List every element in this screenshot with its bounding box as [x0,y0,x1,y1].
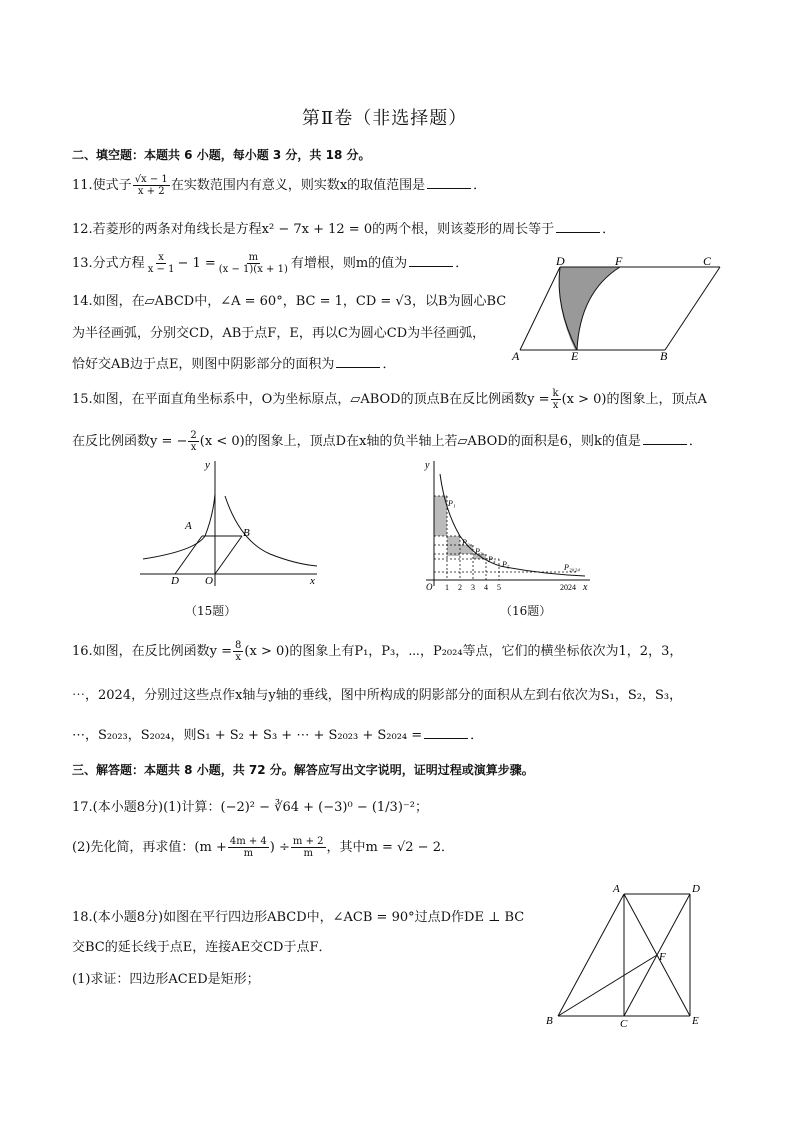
fig16-tick-3: 3 [471,583,475,591]
section2-header: 二、填空题：本题共 6 小题，每小题 3 分，共 18 分。 [72,148,371,162]
q11-prefix: 11.使式子 [72,178,132,193]
fig15-label-a: A [185,520,192,532]
fig16-label-p3: P₃ [475,547,483,556]
question-12 [72,218,615,237]
fig16-s1 [434,496,447,536]
fig16-tick-2024: 2024 [560,583,576,591]
fig16-tick-1: 1 [445,583,449,591]
question-15-line1 [72,388,707,411]
q16-line1-b: (x > 0)的图象上有P₁，P₃，⋯，P₂₀₂₄等点，它们的横坐标依次为1，2，3， [244,644,683,659]
q17-frac1-num: 4m + 4 [229,836,267,847]
q17-fraction-2 [291,836,326,859]
q17-fraction-1 [228,836,269,859]
q11-answer-blank[interactable] [427,178,471,189]
fig15-curve-right [225,496,317,566]
figure-18 [540,880,710,1030]
fig14-shaded-region [559,267,620,350]
q13-fraction-2 [217,252,290,275]
q12-text: 12.若菱形的两条对角线长是方程x² − 7x + 12 = 0的两个根，则该菱形的周长等于 [72,222,555,237]
q11-suffix: 在实数范围内有意义，则实数x的取值范围是 [170,178,426,193]
q15-line1-a: 15.如图，在平面直角坐标系中，O为坐标原点，▱ABOD的顶点B在反比例函数y = [72,392,550,407]
q16-fraction [233,640,243,663]
q16-frac-den: x [235,652,242,663]
fig18-label-c: C [620,1018,628,1030]
q13-frac1-den: x − 1 [147,264,175,275]
q17-line2-a: (2)先化简，再求值：(m + [72,840,227,855]
q15-line2-b: (x < 0)的图象上，顶点D在x轴的负半轴上若▱ABOD的面积是6，则k的值是 [199,434,641,449]
q14-period: ． [382,357,396,372]
q14-line3-text: 恰好交AB边于点E，则图中阴影部分的面积为 [72,357,335,372]
fig15-label-d: D [171,575,179,587]
question-17-line2 [72,836,454,859]
q15-period: ． [688,434,702,449]
question-18-line1: 18.(本小题8分)如图在平行四边形ABCD中，∠ACB = 90°过点D作DE ⊥ BC [72,910,525,925]
q13-frac1-num: x [158,252,164,263]
question-11 [72,174,486,197]
q13-mid: − 1 = [177,256,216,271]
fig15-side-bo [215,536,242,574]
q15-fraction-1 [551,388,561,411]
q15-line1-b: (x > 0)的图象上，顶点A [561,392,707,407]
fig16-label-p5: P₅ [502,560,510,569]
q13-frac2-den: (x − 1)(x + 1) [218,264,288,275]
fig16-label-p2: P₂ [462,538,470,547]
q13-fraction-1 [146,252,177,275]
figure-14 [505,252,730,367]
question-13 [72,252,468,275]
fig16-label-x: x [583,582,588,591]
fig16-label-p1: P₁ [448,499,456,508]
fig16-tick-4: 4 [484,583,488,591]
fig16-tick-2: 2 [458,583,462,591]
q16-line1-a: 16.如图，在反比例函数y = [72,644,233,659]
fig18-label-a: A [613,883,620,895]
q11-period: ． [473,178,487,193]
question-16-line2: ⋯，2024，分别过这些点作x轴与y轴的垂线，图中所构成的阴影部分的面积从左到右依次为S₁，S₂，S₃， [72,688,683,703]
fig15-label-y: y [205,459,210,471]
q17-line2-c: ，其中m = √2 − 2． [326,840,454,855]
q15-fraction-2 [188,430,198,453]
question-14-line1: 14.如图，在▱ABCD中，∠A = 60°，BC = 1，CD = √3，以B为圆心BC [72,294,507,309]
figure-15 [135,456,325,591]
fig14-label-e: E [571,349,579,363]
fig18-label-f: F [659,951,666,963]
fig18-line-bf [558,955,657,1016]
figure-16 [420,456,600,591]
q17-frac2-den: m [303,848,313,859]
q12-answer-blank[interactable] [556,222,600,233]
q13-answer-blank[interactable] [409,256,453,267]
q16-period: ． [470,728,484,743]
question-16-line3 [72,724,483,743]
q13-period: ． [455,256,469,271]
fig15-label-b: B [243,527,250,539]
fig16-label-p4: P₄ [488,555,496,564]
fig15-curve-left [143,494,215,559]
fig18-label-d: D [692,883,700,895]
fig16-label-y: y [425,460,430,471]
fig14-side-ad [520,267,560,350]
page-title: 第Ⅱ卷（非选择题） [302,108,468,129]
fig16-caption: （16题） [500,604,552,618]
fig16-s2 [447,536,460,556]
fig14-label-c: C [703,254,712,268]
q16-frac-num: 8 [235,640,242,651]
q11-num: √x − 1 [134,174,168,185]
fig15-caption: （15题） [185,604,237,618]
fig15-side-ad [175,536,202,574]
fig16-tick-5: 5 [497,583,501,591]
q15-frac1-den: x [552,400,559,411]
q13-frac2-num: m [248,252,259,263]
question-17-line1: 17.(本小题8分)(1)计算：(−2)² − ∛64 + (−3)⁰ − (1/3)⁻²； [72,800,428,815]
q17-frac2-num: m + 2 [292,836,324,847]
fig14-label-f: F [615,254,623,268]
q15-frac2-den: x [190,442,197,453]
q16-line3-text: ⋯，S₂₀₂₃，S₂₀₂₄，则S₁ + S₂ + S₃ + ⋯ + S₂₀₂₃ + S₂₀₂₄ = [72,728,423,743]
fig16-curve [440,474,585,576]
question-14-line2: 为半径画弧，分别交CD，AB于点F，E，再以C为圆心CD为半径画弧， [72,326,486,341]
q15-frac1-num: k [552,388,559,399]
q17-line2-b: ) ÷ [269,840,290,855]
q15-answer-blank[interactable] [643,434,687,445]
fig16-label-p2024: P₂₀₂₄ [564,563,581,572]
question-16-line1 [72,640,682,663]
q17-frac1-den: m [243,848,254,859]
fig16-label-o: O [426,582,433,591]
fig18-label-e: E [692,1015,699,1027]
question-18-line2: 交BC的延长线于点E，连接AE交CD于点F． [72,940,332,955]
fig14-label-b: B [660,349,668,363]
fig14-label-a: A [512,349,520,363]
q16-answer-blank[interactable] [424,728,468,739]
fig15-label-o: O [205,575,213,587]
q11-fraction [133,174,170,197]
fig18-side-ab [558,894,624,1016]
question-15-line2 [72,430,702,453]
fig14-side-bc [665,267,720,350]
q15-frac2-num: 2 [190,430,197,441]
fig15-label-x: x [310,575,315,587]
q14-answer-blank[interactable] [336,357,380,368]
q12-period: ． [602,222,616,237]
q11-den: x + 2 [137,186,165,197]
question-18-line3: (1)求证：四边形ACED是矩形； [72,972,260,987]
fig18-label-b: B [546,1015,553,1027]
question-14-line3 [72,353,395,372]
q13-prefix: 13.分式方程 [72,256,145,271]
q15-line2-a: 在反比例函数y = − [72,434,188,449]
fig14-label-d: D [556,254,565,268]
q13-suffix: 有增根，则m的值为 [290,256,408,271]
section3-header: 三、解答题：本题共 8 小题，共 72 分。解答应写出文字说明，证明过程或演算步骤。 [72,763,534,777]
